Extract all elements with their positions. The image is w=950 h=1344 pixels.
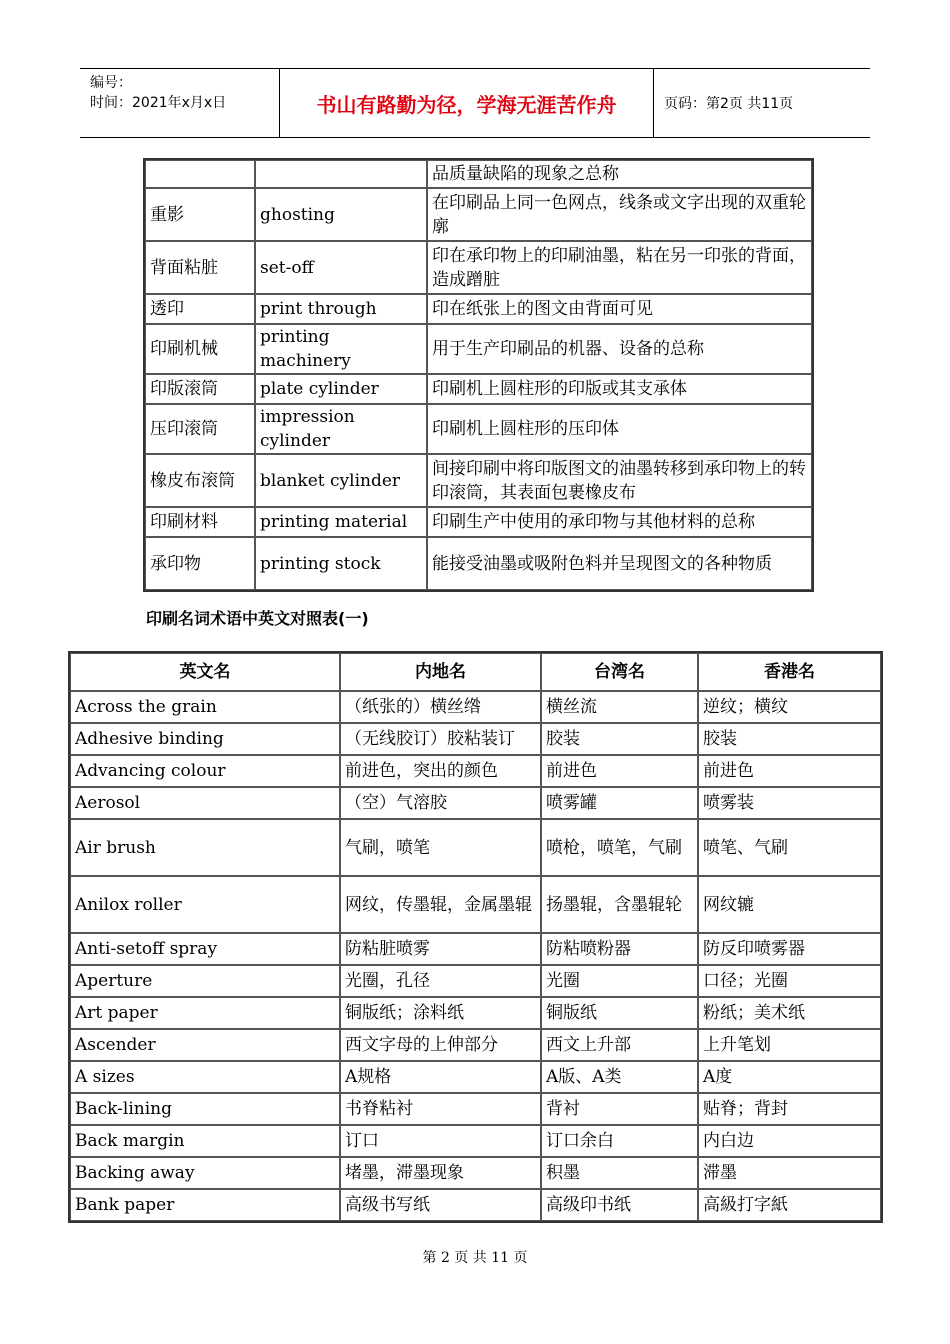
hongkong-term: 网纹辘 <box>698 876 881 933</box>
term-definition: 间接印刷中将印版图文的油墨转移到承印物上的转印滚筒，其表面包裹橡皮布 <box>427 454 812 507</box>
taiwan-term: 扬墨辊，含墨辊轮 <box>541 876 698 933</box>
page-header <box>80 68 870 138</box>
term-row <box>145 160 812 188</box>
english-term: Across the grain <box>70 691 340 723</box>
taiwan-term: 西文上升部 <box>541 1029 698 1061</box>
header-mainland: 内地名 <box>340 653 541 691</box>
term-definition: 印刷机上圆柱形的印版或其支承体 <box>427 374 812 404</box>
date-line: 时间：2021年x月x日 <box>90 95 227 111</box>
term-cn: 透印 <box>145 294 255 324</box>
hongkong-term: 防反印喷雾器 <box>698 933 881 965</box>
term-definition: 在印刷品上同一色网点，线条或文字出现的双重轮廓 <box>427 188 812 241</box>
glossary-row <box>70 1061 881 1093</box>
term-cn: 橡皮布滚筒 <box>145 454 255 507</box>
taiwan-term: 高级印书纸 <box>541 1189 698 1221</box>
term-definition: 印刷生产中使用的承印物与其他材料的总称 <box>427 507 812 537</box>
english-term: Air brush <box>70 819 340 876</box>
term-definition: 印刷机上圆柱形的压印体 <box>427 404 812 454</box>
term-row <box>145 324 812 374</box>
english-term: Back-lining <box>70 1093 340 1125</box>
term-row <box>145 454 812 507</box>
glossary-row <box>70 691 881 723</box>
term-cn: 承印物 <box>145 537 255 590</box>
glossary-row <box>70 933 881 965</box>
glossary-row <box>70 965 881 997</box>
glossary-row <box>70 1157 881 1189</box>
glossary-header-row <box>70 653 881 691</box>
header-hongkong: 香港名 <box>698 653 881 691</box>
term-definition: 品质量缺陷的现象之总称 <box>427 160 812 188</box>
glossary-row <box>70 876 881 933</box>
term-cn <box>145 160 255 188</box>
mainland-term: 气刷，喷笔 <box>340 819 541 876</box>
mainland-term: （空）气溶胶 <box>340 787 541 819</box>
term-definition: 印在承印物上的印刷油墨，粘在另一印张的背面，造成蹭脏 <box>427 241 812 294</box>
hongkong-term: 滞墨 <box>698 1157 881 1189</box>
hongkong-term: 粉纸；美术纸 <box>698 997 881 1029</box>
term-definition: 印在纸张上的图文由背面可见 <box>427 294 812 324</box>
english-term: Ascender <box>70 1029 340 1061</box>
taiwan-term: 背衬 <box>541 1093 698 1125</box>
term-cn: 压印滚筒 <box>145 404 255 454</box>
mainland-term: （无线胶订）胶粘装订 <box>340 723 541 755</box>
term-row <box>145 374 812 404</box>
hongkong-term: 上升笔划 <box>698 1029 881 1061</box>
mainland-term: 光圈，孔径 <box>340 965 541 997</box>
hongkong-term: 喷雾装 <box>698 787 881 819</box>
term-en <box>255 160 427 188</box>
mainland-term: 防粘脏喷雾 <box>340 933 541 965</box>
hongkong-term: 喷笔、气刷 <box>698 819 881 876</box>
hongkong-term: 胶装 <box>698 723 881 755</box>
taiwan-term: 喷枪，喷笔，气刷 <box>541 819 698 876</box>
english-term: Back margin <box>70 1125 340 1157</box>
term-en: printing material <box>255 507 427 537</box>
taiwan-term: 铜版纸 <box>541 997 698 1029</box>
english-term: A sizes <box>70 1061 340 1093</box>
mainland-term: 堵墨，滞墨现象 <box>340 1157 541 1189</box>
mainland-term: 高级书写纸 <box>340 1189 541 1221</box>
mainland-term: 网纹，传墨辊，金属墨辊 <box>340 876 541 933</box>
hongkong-term: 高級打字紙 <box>698 1189 881 1221</box>
mainland-term: 西文字母的上伸部分 <box>340 1029 541 1061</box>
english-term: Adhesive binding <box>70 723 340 755</box>
english-term: Aperture <box>70 965 340 997</box>
term-cn: 印刷机械 <box>145 324 255 374</box>
taiwan-term: 积墨 <box>541 1157 698 1189</box>
mainland-term: A规格 <box>340 1061 541 1093</box>
hongkong-term: 贴脊；背封 <box>698 1093 881 1125</box>
term-row <box>145 188 812 241</box>
taiwan-term: 订口余白 <box>541 1125 698 1157</box>
term-cn: 印刷材料 <box>145 507 255 537</box>
term-en: impression cylinder <box>255 404 427 454</box>
term-cn: 背面粘脏 <box>145 241 255 294</box>
term-cn: 重影 <box>145 188 255 241</box>
taiwan-term: 防粘喷粉器 <box>541 933 698 965</box>
term-row <box>145 404 812 454</box>
terms-table-continued <box>143 158 814 592</box>
taiwan-term: 光圈 <box>541 965 698 997</box>
page-footer: 第 2 页 共 11 页 <box>422 1250 528 1266</box>
hongkong-term: 内白边 <box>698 1125 881 1157</box>
header-taiwan: 台湾名 <box>541 653 698 691</box>
number-label: 编号： <box>90 75 132 91</box>
english-term: Anti-setoff spray <box>70 933 340 965</box>
header-english: 英文名 <box>70 653 340 691</box>
glossary-row <box>70 1029 881 1061</box>
glossary-row <box>70 787 881 819</box>
glossary-row <box>70 723 881 755</box>
taiwan-term: A版、A类 <box>541 1061 698 1093</box>
taiwan-term: 胶装 <box>541 723 698 755</box>
english-term: Anilox roller <box>70 876 340 933</box>
taiwan-term: 前进色 <box>541 755 698 787</box>
term-en: blanket cylinder <box>255 454 427 507</box>
term-en: plate cylinder <box>255 374 427 404</box>
term-definition: 能接受油墨或吸附色料并呈现图文的各种物质 <box>427 537 812 590</box>
mainland-term: 前进色，突出的颜色 <box>340 755 541 787</box>
glossary-row <box>70 819 881 876</box>
mainland-term: 订口 <box>340 1125 541 1157</box>
hongkong-term: 口径；光圈 <box>698 965 881 997</box>
term-definition: 用于生产印刷品的机器、设备的总称 <box>427 324 812 374</box>
term-row <box>145 507 812 537</box>
term-en: printing stock <box>255 537 427 590</box>
taiwan-term: 横丝流 <box>541 691 698 723</box>
header-motto: 书山有路勤为径，学海无涯苦作舟 <box>280 69 654 137</box>
term-en: printing machinery <box>255 324 427 374</box>
mainland-term: （纸张的）横丝绺 <box>340 691 541 723</box>
english-term: Bank paper <box>70 1189 340 1221</box>
term-row <box>145 537 812 590</box>
taiwan-term: 喷雾罐 <box>541 787 698 819</box>
glossary-table <box>68 651 883 1223</box>
term-en: ghosting <box>255 188 427 241</box>
term-row <box>145 294 812 324</box>
glossary-row <box>70 1189 881 1221</box>
section-title: 印刷名词术语中英文对照表(一) <box>146 609 369 628</box>
glossary-row <box>70 1093 881 1125</box>
term-row <box>145 241 812 294</box>
hongkong-term: A度 <box>698 1061 881 1093</box>
glossary-row <box>70 1125 881 1157</box>
english-term: Backing away <box>70 1157 340 1189</box>
mainland-term: 书脊粘衬 <box>340 1093 541 1125</box>
header-page-info: 页码：第2页 共11页 <box>664 96 794 112</box>
glossary-row <box>70 997 881 1029</box>
english-term: Advancing colour <box>70 755 340 787</box>
hongkong-term: 逆纹；横纹 <box>698 691 881 723</box>
term-en: set-off <box>255 241 427 294</box>
mainland-term: 铜版纸；涂料纸 <box>340 997 541 1029</box>
hongkong-term: 前进色 <box>698 755 881 787</box>
glossary-row <box>70 755 881 787</box>
english-term: Aerosol <box>70 787 340 819</box>
english-term: Art paper <box>70 997 340 1029</box>
term-en: print through <box>255 294 427 324</box>
term-cn: 印版滚筒 <box>145 374 255 404</box>
header-meta <box>80 69 280 137</box>
